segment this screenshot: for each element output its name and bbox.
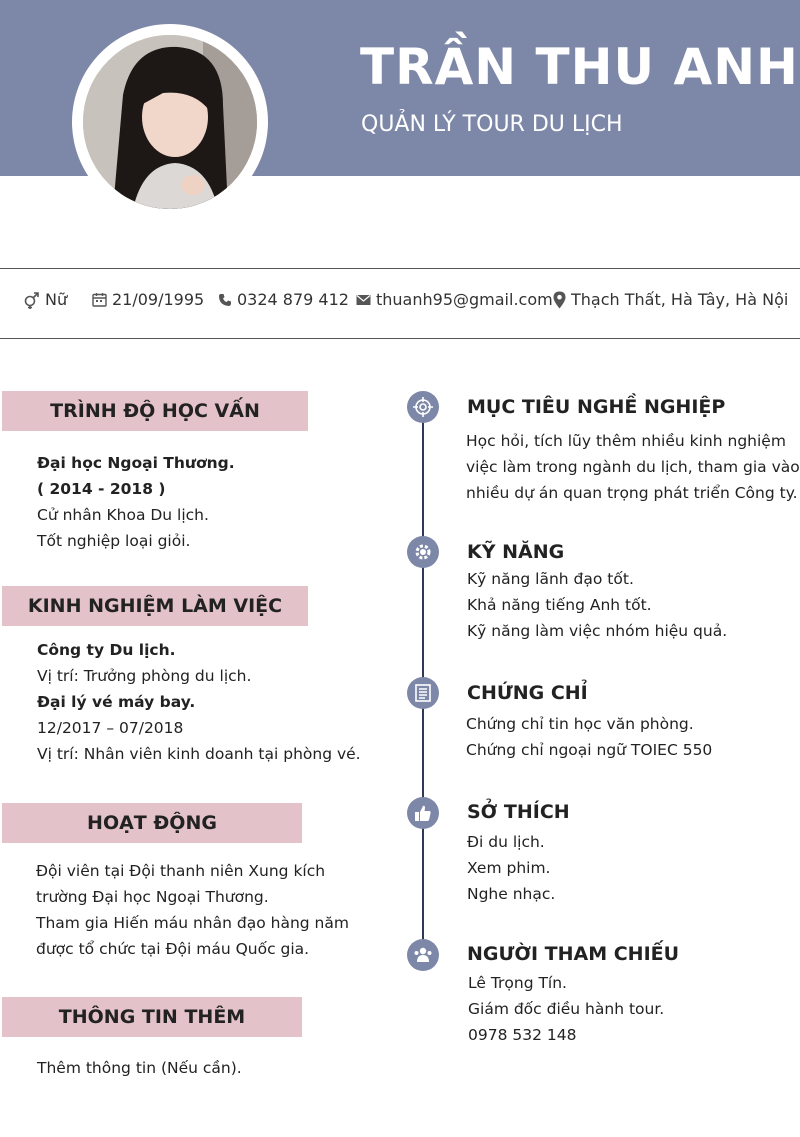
experience-company-2: Đại lý vé máy bay.: [37, 693, 196, 711]
contact-birthdate: [92, 290, 204, 309]
activities-line-3: Tham gia Hiến máu nhân đạo hàng năm: [36, 914, 349, 932]
email-text: thuanh95@gmail.com: [376, 290, 553, 309]
activities-line-2: trường Đại học Ngoại Thương.: [36, 888, 269, 906]
skills-section: [467, 566, 727, 644]
references-section: [468, 970, 664, 1048]
references-line-3: 0978 532 148: [468, 1026, 577, 1044]
hobbies-line-1: Đi du lịch.: [467, 833, 545, 851]
job-title: QUẢN LÝ TOUR DU LỊCH: [361, 112, 623, 137]
avatar: [83, 35, 257, 209]
gender-icon: [22, 291, 40, 309]
activities-line-4: được tổ chức tại Đội máu Quốc gia.: [36, 940, 310, 958]
birthdate-text: 21/09/1995: [112, 290, 205, 309]
people-icon: [407, 939, 439, 971]
thumbs-up-icon: [407, 797, 439, 829]
education-school: Đại học Ngoại Thương.: [37, 454, 235, 472]
hobbies-heading: SỞ THÍCH: [467, 801, 570, 823]
references-heading: NGƯỜI THAM CHIẾU: [467, 943, 680, 965]
skills-line-3: Kỹ năng làm việc nhóm hiệu quả.: [467, 622, 728, 640]
activities-line-1: Đội viên tại Đội thanh niên Xung kích: [36, 862, 326, 880]
certificates-heading: CHỨNG CHỈ: [467, 682, 588, 704]
certificates-section: [466, 711, 712, 763]
education-degree: Cử nhân Khoa Du lịch.: [37, 506, 209, 524]
objective-line-2: việc làm trong ngành du lịch, tham gia vào: [466, 458, 800, 476]
timeline-line: [422, 395, 424, 955]
gear-icon: [407, 536, 439, 568]
objective-section: [466, 428, 800, 506]
contact-address: [553, 290, 788, 309]
target-icon: [407, 391, 439, 423]
references-line-1: Lê Trọng Tín.: [468, 974, 567, 992]
experience-company-1: Công ty Du lịch.: [37, 641, 176, 659]
contact-email: [356, 290, 553, 309]
certificates-line-1: Chứng chỉ tin học văn phòng.: [466, 715, 694, 733]
education-section: [37, 450, 235, 554]
education-years: ( 2014 - 2018 ): [37, 480, 166, 498]
education-heading: TRÌNH ĐỘ HỌC VẤN: [2, 391, 308, 431]
experience-role-2: Vị trí: Nhân viên kinh doanh tại phòng vé.: [37, 745, 361, 763]
experience-period-2: 12/2017 – 07/2018: [37, 719, 184, 737]
divider-top: [0, 268, 800, 269]
more-info-text: Thêm thông tin (Nếu cần).: [37, 1059, 242, 1077]
address-text: Thạch Thất, Hà Tây, Hà Nội: [571, 290, 789, 309]
email-icon: [356, 294, 371, 306]
objective-line-1: Học hỏi, tích lũy thêm nhiều kinh nghiệm: [466, 432, 786, 450]
education-grade: Tốt nghiệp loại giỏi.: [37, 532, 191, 550]
skills-line-2: Khả năng tiếng Anh tốt.: [467, 596, 652, 614]
location-icon: [553, 291, 566, 309]
phone-text: 0324 879 412: [237, 290, 349, 309]
divider-bottom: [0, 338, 800, 339]
experience-role-1: Vị trí: Trưởng phòng du lịch.: [37, 667, 252, 685]
full-name: TRẦN THU ANH: [360, 38, 799, 96]
skills-heading: KỸ NĂNG: [467, 541, 565, 563]
activities-section: [36, 858, 349, 962]
hobbies-line-3: Nghe nhạc.: [467, 885, 556, 903]
hobbies-section: [467, 829, 555, 907]
hobbies-line-2: Xem phim.: [467, 859, 551, 877]
contact-phone: [218, 290, 349, 309]
references-line-2: Giám đốc điều hành tour.: [468, 1000, 665, 1018]
experience-heading: KINH NGHIỆM LÀM VIỆC: [2, 586, 308, 626]
phone-icon: [218, 293, 232, 307]
contact-gender: [22, 290, 67, 309]
objective-line-3: nhiều dự án quan trọng phát triển Công ty.: [466, 484, 798, 502]
document-icon: [407, 677, 439, 709]
skills-line-1: Kỹ năng lãnh đạo tốt.: [467, 570, 634, 588]
objective-heading: MỤC TIÊU NGHỀ NGHIỆP: [467, 396, 726, 418]
calendar-icon: [92, 292, 107, 307]
experience-section: [37, 637, 361, 767]
activities-heading: HOẠT ĐỘNG: [2, 803, 302, 843]
gender-text: Nữ: [45, 290, 68, 309]
more-info-heading: THÔNG TIN THÊM: [2, 997, 302, 1037]
certificates-line-2: Chứng chỉ ngoại ngữ TOIEC 550: [466, 741, 713, 759]
